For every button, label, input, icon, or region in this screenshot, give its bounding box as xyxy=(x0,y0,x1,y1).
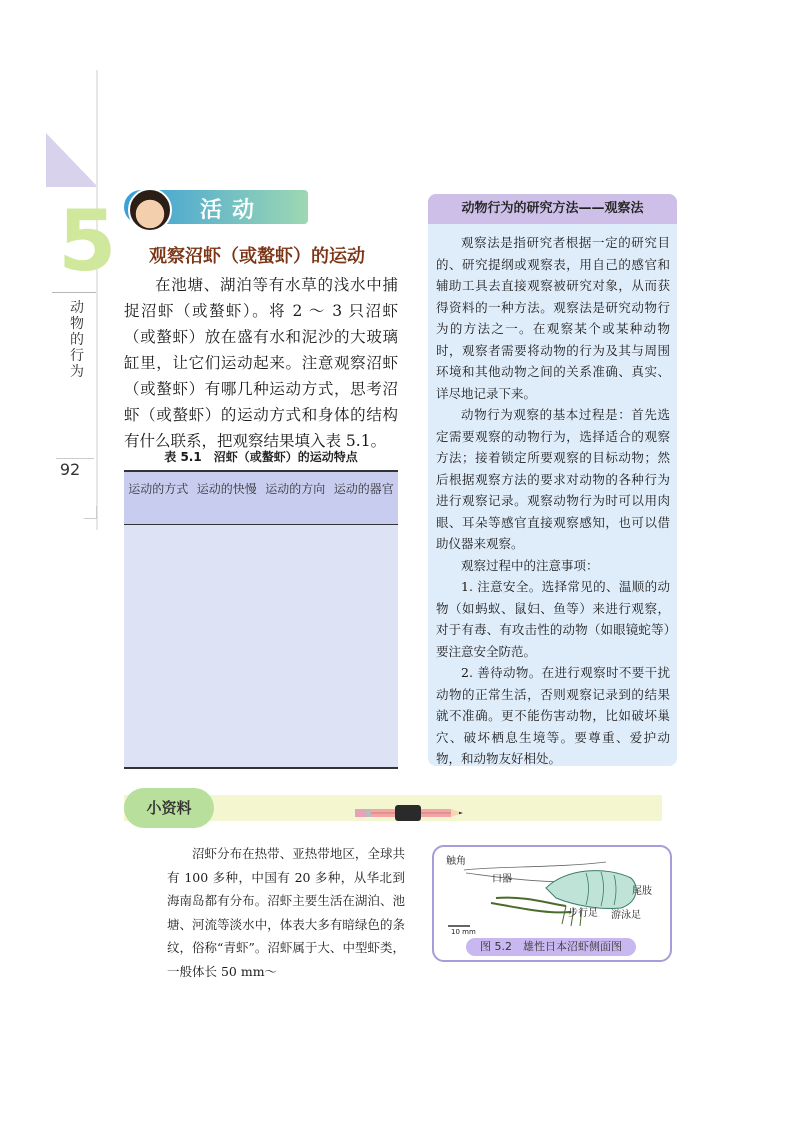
activity-body: 在池塘、湖泊等有水草的浅水中捕捉沼虾（或螯虾）。将 2 ～ 3 只沼虾（或螯虾）放在盛有水和泥沙的大玻璃缸里，让它们运动起来。注意观察沼虾（或螯虾）有哪几种运动方式，思考沼虾（或螯虾）的运动方式和身体的结构有什么联系，把观察结果填入表 5.1。 xyxy=(124,276,398,450)
method-box-title: 动物行为的研究方法——观察法 xyxy=(428,194,677,224)
table-header-cell: 运动的方式 xyxy=(128,482,189,496)
activity-title: 观察沼虾（或螯虾）的运动 xyxy=(149,246,365,267)
observation-table xyxy=(124,470,398,769)
figure-label-walking-legs: 步行足 xyxy=(568,908,598,919)
table-header-cell: 运动的器官 xyxy=(333,482,394,496)
method-paragraph: 观察过程中的注意事项： xyxy=(461,557,599,573)
table-header-cell: 运动的快慢 xyxy=(196,482,257,496)
page-number-box xyxy=(46,458,96,492)
figure-label-swimming-legs: 游泳足 xyxy=(611,910,641,921)
method-paragraph: 1. 注意安全。选择常见的、温顺的动物（如蚂蚁、鼠妇、鱼等）来进行观察，对于有毒、有攻击性的动物（如眼镜蛇等）要注意安全防范。 xyxy=(436,579,670,659)
chapter-title: 动物的行为 xyxy=(70,300,84,380)
margin-divider xyxy=(96,70,98,530)
decoration-bar xyxy=(46,185,96,187)
table-header-row xyxy=(124,472,398,525)
chapter-rule xyxy=(52,292,96,293)
activity-label: 活动 xyxy=(200,198,265,223)
figure-scale-label: 10 mm xyxy=(451,928,476,936)
method-box-body xyxy=(436,232,670,770)
page-number: 92 xyxy=(59,460,81,479)
method-paragraph: 观察法是指研究者根据一定的研究目的、研究提纲或观察表，用自己的感官和辅助工具去直接观察被研究对象，从而获得资料的一种方法。观察法是研究动物行为的方法之一。在观察某个或某种动物时，观察者需要将动物的行为及其与周围环境和其他动物之间的关系准确、真实、详尽地记录下来。 xyxy=(436,235,670,401)
info-body: 沼虾分布在热带、亚热带地区，全球共有 100 多种，中国有 20 多种，从华北到海南岛都有分布。沼虾主要生活在湖泊、池塘、河流等淡水中，体表大多有暗绿色的条纹，俗称“青虾”。沼虾属于大、中型虾类，一般体长 50 mm～ xyxy=(167,846,405,979)
info-label: 小资料 xyxy=(146,799,192,817)
figure-label-tail-limb: 尾肢 xyxy=(632,886,652,897)
table-caption: 表 5.1 沼虾（或螯虾）的运动特点 xyxy=(164,450,358,464)
page-number-rule xyxy=(56,458,94,459)
figure-caption: 图 5.2 雄性日本沼虾侧面图 xyxy=(466,938,636,956)
pencil-clip-icon xyxy=(355,805,470,821)
method-paragraph: 2. 善待动物。在进行观察时不要干扰动物的正常生活，否则观察记录到的结果就不准确。更不能伤害动物，比如破坏巢穴、破坏栖息生境等。要尊重、爱护动物，和动物友好相处。 xyxy=(436,665,670,766)
chapter-number: 5 xyxy=(58,192,117,290)
page-corner-mark xyxy=(84,506,97,519)
shrimp-illustration xyxy=(436,848,664,936)
table-header-cell: 运动的方向 xyxy=(265,482,326,496)
method-paragraph: 动物行为观察的基本过程是：首先选定需要观察的动物行为，选择适合的观察方法；接着锁定所要观察的目标动物；然后根据观察方法的要求对动物的各种行为进行观察记录。观察动物行为时可以用肉眼、耳朵等感官直接观察感知，也可以借助仪器来观察。 xyxy=(436,407,670,551)
method-sidebar-box xyxy=(428,194,677,766)
figure-label-mouthparts: 口器 xyxy=(492,874,512,885)
student-avatar xyxy=(128,188,172,232)
corner-triangle-decoration xyxy=(46,133,96,185)
figure-label-antenna: 触角 xyxy=(446,856,466,867)
